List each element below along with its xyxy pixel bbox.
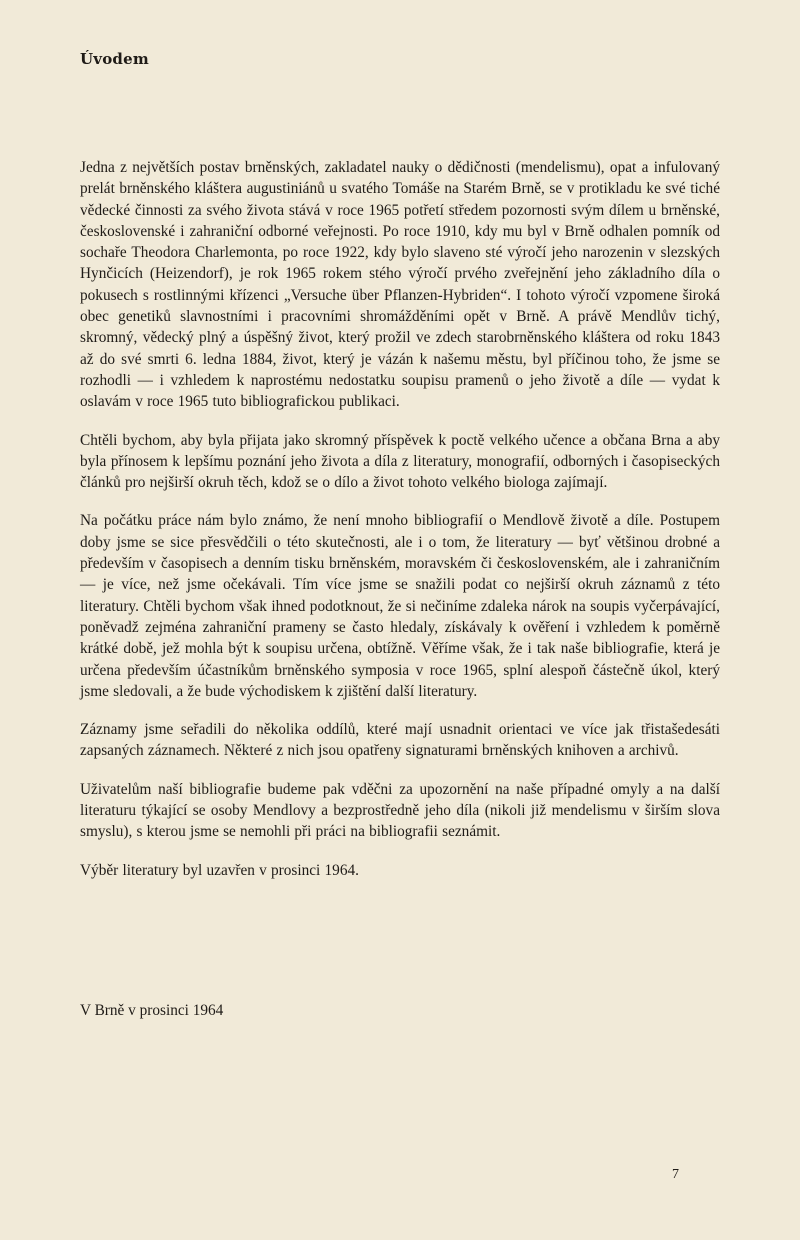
paragraph-3: Na počátku práce nám bylo známo, že není mnoho bibliografií o Mendlově životě a díle. Postupem doby jsme se sice přesvědčili o této skutečnosti, ale i o tom, že literatury — byť většinou drobné a především v časopisech a denním tisku brněnském, moravském či československém, ale i zahraničním — je více, než jsme očekávali. Tím více jsme se snažili podat co nejširší okruh záznamů z této literatury. Chtěli bychom však ihned podotknout, že si nečiníme zdaleka nárok na soupis vyčerpávající, poněvadž zejména zahraniční prameny se často hledaly, získávaly k ověření i vzhledem k poměrně krátké době, jež mohla být k soupisu určena, obtížně. Věříme však, že i tak naše bibliografie, která je určena především účastníkům brněnského symposia v roce 1965, splní alespoň částečně úkol, který jsme sledovali, a že bude východiskem k zjištění další literatury. [80, 512, 720, 700]
paragraph-5: Uživatelům naší bibliografie budeme pak vděčni za upozornění na naše případné omyly a na další literaturu týkající se osoby Mendlovy a bezprostředně jeho díla (nikoli již mendelismu v širším slova smyslu), s kterou jsme se nemohli při práci na bibliografii seznámit. [80, 780, 720, 841]
body-text [80, 157, 720, 881]
paragraph-4: Záznamy jsme seřadili do několika oddílů, které mají usnadnit orientaci ve více jak třistašedesáti zapsaných záznamech. Některé z nich jsou opatřeny signaturami brněnských knihoven a archivů. [80, 721, 720, 760]
page-number: 7 [672, 1167, 679, 1182]
paragraph-6: Výběr literatury byl uzavřen v prosinci 1964. [80, 861, 359, 879]
paragraph-2: Chtěli bychom, aby byla přijata jako skromný příspěvek k poctě velkého učence a občana Brna a aby byla přínosem k lepšímu poznání jeho života a díla z literatury, monografií, odborných i časopiseckých článků pro nejširší okruh těch, kdož se o dílo a život tohoto velkého biologa zajímají. [80, 431, 720, 492]
page-heading: Úvodem [80, 50, 149, 68]
place-date: V Brně v prosinci 1964 [80, 1002, 224, 1019]
paragraph-1: Jedna z největších postav brněnských, zakladatel nauky o dědičnosti (mendelismu), opat a infulovaný prelát brněnského kláštera augustiniánů u svatého Tomáše na Starém Brně, se v protikladu ke své tiché vědecké činnosti za svého života stává v roce 1965 potřetí středem pozornosti svým dílem u brněnské, československé i zahraniční odborné veřejnosti. Po roce 1910, kdy mu byl v Brně odhalen pomník od sochaře Theodora Charlemonta, po roce 1922, kdy bylo slaveno sté výročí jeho narozenin v slezských Hynčicích (Heizendorf), je rok 1965 rokem stého výročí prvého zveřejnění jeho základního díla o pokusech s rostlinnými křízenci „Versuche über Pflanzen-Hybriden“. I tohoto výročí vzpomene široká obec genetiků slavnostními i pracovními shromážděními opět v Brně. A právě Mendlův tichý, skromný, vědecký plný a úspěšný život, který prožil ve zdech starobrněnského kláštera od roku 1843 až do své smrti 6. ledna 1884, život, který je vázán k našemu městu, byl příčinou toho, že jsme se rozhodli — i vzhledem k naprostému nedostatku soupisu pramenů o jeho životě a díle — vydat k oslavám v roce 1965 tuto bibliografickou publikaci. [80, 159, 720, 411]
